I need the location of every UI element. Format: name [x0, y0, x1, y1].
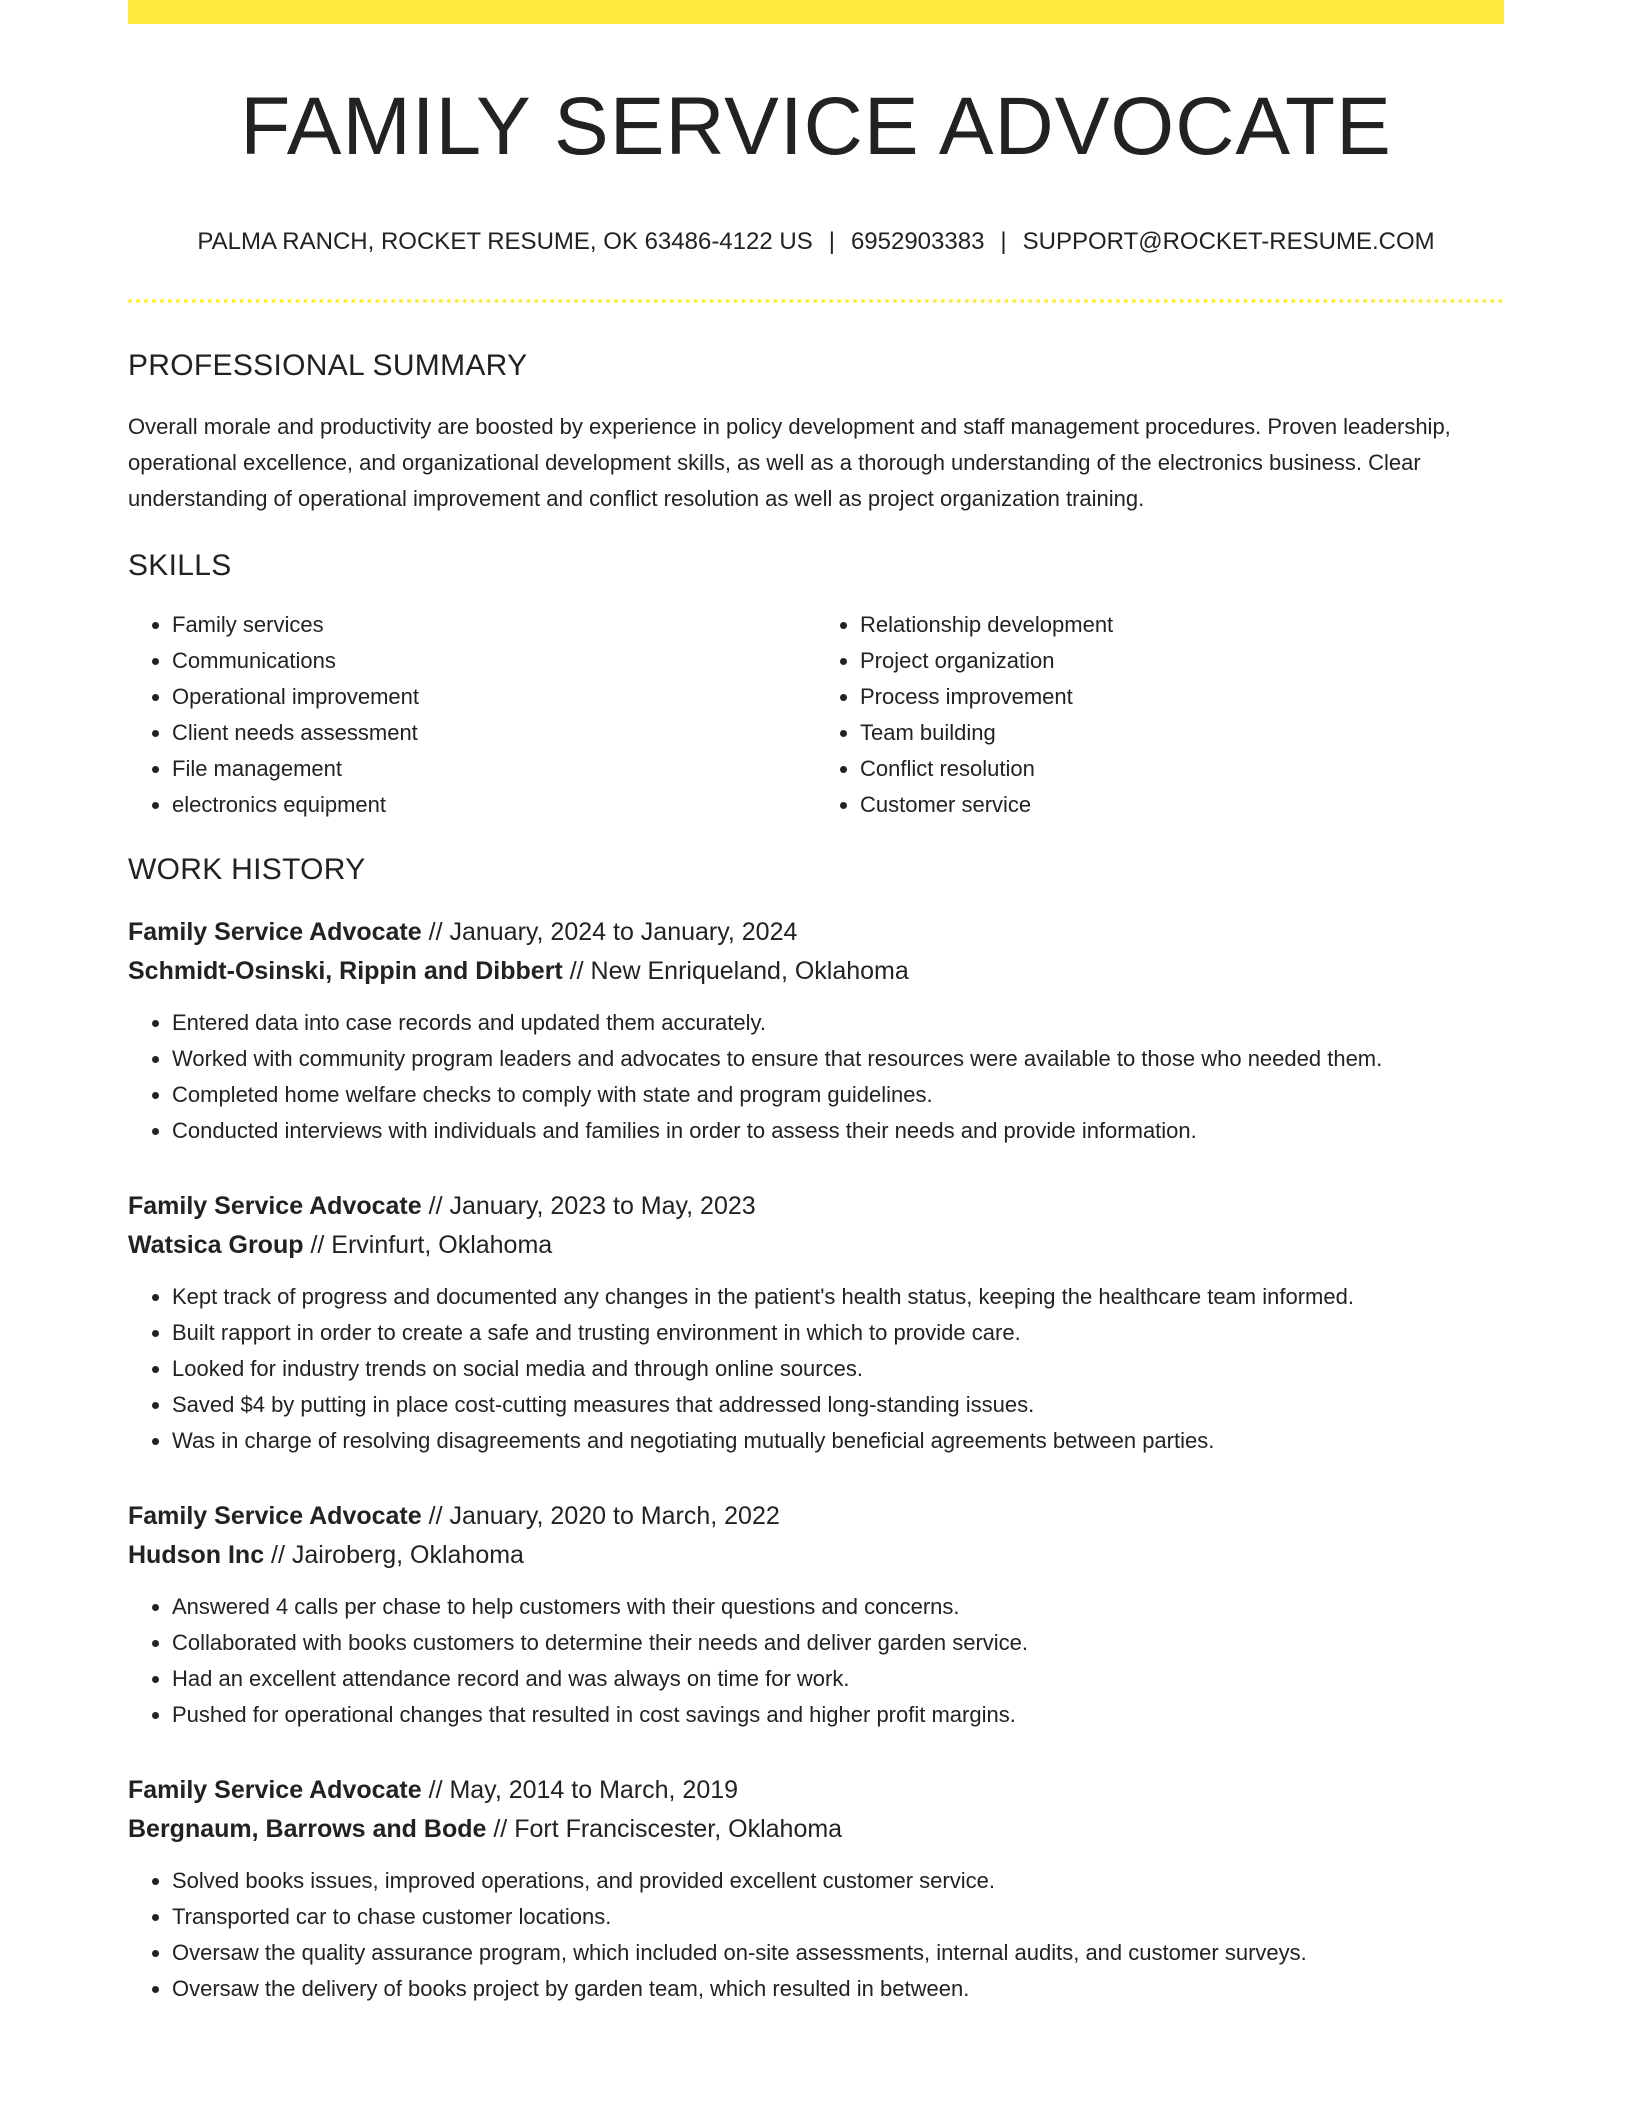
job-entry	[128, 1771, 1504, 2007]
skills-column-left	[128, 607, 816, 823]
summary-text: Overall morale and productivity are boosted by experience in policy development and staff management procedures. Proven leadership, operational excellence, and organizational development skills, as well as a thorough understanding of the electronics business. Clear understanding of operational improvement and conflict resolution as well as project organization training.	[128, 414, 1451, 512]
skill-item: • Conflict resolution	[860, 751, 1504, 787]
skill-item: • File management	[172, 751, 816, 787]
section-title-summary: PROFESSIONAL SUMMARY	[128, 349, 528, 383]
job-bullet: • Was in charge of resolving disagreements and negotiating mutually beneficial agreements between parties.	[172, 1423, 1504, 1459]
job-dates: // January, 2023 to May, 2023	[421, 1192, 756, 1221]
contact-phone: 6952903383	[850, 228, 985, 256]
job-bullets	[128, 1863, 1504, 2007]
job-location: // Fort Franciscester, Oklahoma	[486, 1815, 843, 1844]
job-dates: // May, 2014 to March, 2019	[421, 1776, 739, 1805]
job-role: Family Service Advocate	[128, 918, 422, 947]
job-location: // Ervinfurt, Oklahoma	[303, 1231, 553, 1260]
job-role: Family Service Advocate	[128, 1502, 422, 1531]
resume-page	[128, 0, 1504, 2007]
section-title-skills: SKILLS	[128, 549, 232, 583]
job-bullet: • Conducted interviews with individuals and families in order to assess their needs and provide information.	[172, 1113, 1504, 1149]
job-company: Schmidt-Osinski, Rippin and Dibbert	[128, 957, 563, 986]
skill-item: • Project organization	[860, 643, 1504, 679]
job-bullets	[128, 1589, 1504, 1733]
skills-grid	[128, 607, 1504, 823]
job-role-line	[128, 1187, 1504, 1226]
job-bullet: • Oversaw the delivery of books project by garden team, which resulted in between.	[172, 1971, 1504, 2007]
job-entry	[128, 1497, 1504, 1733]
job-bullet: • Completed home welfare checks to comply with state and program guidelines.	[172, 1077, 1504, 1113]
job-entry	[128, 913, 1504, 1149]
job-bullet: • Pushed for operational changes that resulted in cost savings and higher profit margins.	[172, 1697, 1504, 1733]
section-title-work: WORK HISTORY	[128, 853, 366, 887]
contact-separator: |	[828, 228, 835, 256]
job-company: Hudson Inc	[128, 1541, 265, 1570]
accent-bar	[128, 0, 1504, 24]
job-role-line	[128, 913, 1504, 952]
contact-email: SUPPORT@ROCKET-RESUME.COM	[1022, 228, 1435, 256]
job-company: Watsica Group	[128, 1231, 304, 1260]
skill-item: • Relationship development	[860, 607, 1504, 643]
work-history-section	[128, 853, 1504, 2007]
skill-item: • Family services	[172, 607, 816, 643]
job-bullet: • Collaborated with books customers to determine their needs and deliver garden service.	[172, 1625, 1504, 1661]
job-bullet: • Entered data into case records and updated them accurately.	[172, 1005, 1504, 1041]
job-bullet: • Had an excellent attendance record and was always on time for work.	[172, 1661, 1504, 1697]
dotted-divider	[128, 299, 1504, 303]
summary-section	[128, 349, 1504, 517]
contact-address: PALMA RANCH, ROCKET RESUME, OK 63486-4122 US	[197, 228, 813, 256]
job-company: Bergnaum, Barrows and Bode	[128, 1815, 487, 1844]
job-company-line	[128, 952, 1504, 991]
job-company-line	[128, 1810, 1504, 1849]
job-company-line	[128, 1226, 1504, 1265]
skill-item: • Client needs assessment	[172, 715, 816, 751]
job-bullet: • Looked for industry trends on social media and through online sources.	[172, 1351, 1504, 1387]
job-bullet: • Kept track of progress and documented any changes in the patient's health status, keeping the healthcare team informed.	[172, 1279, 1504, 1315]
job-bullet: • Oversaw the quality assurance program, which included on-site assessments, internal audits, and customer surveys.	[172, 1935, 1504, 1971]
job-bullet: • Worked with community program leaders and advocates to ensure that resources were available to those who needed them.	[172, 1041, 1504, 1077]
job-bullet: • Transported car to chase customer locations.	[172, 1899, 1504, 1935]
job-dates: // January, 2020 to March, 2022	[421, 1502, 780, 1531]
job-role-line	[128, 1497, 1504, 1536]
skills-column-right	[816, 607, 1504, 823]
skill-item: • Process improvement	[860, 679, 1504, 715]
skill-item: • Communications	[172, 643, 816, 679]
skill-item: • Team building	[860, 715, 1504, 751]
job-location: // New Enriqueland, Oklahoma	[562, 957, 909, 986]
skill-item: • Operational improvement	[172, 679, 816, 715]
job-location: // Jairoberg, Oklahoma	[264, 1541, 524, 1570]
job-dates: // January, 2024 to January, 2024	[421, 918, 798, 947]
job-role: Family Service Advocate	[128, 1192, 422, 1221]
contact-line	[128, 228, 1504, 257]
job-bullet: • Built rapport in order to create a safe and trusting environment in which to provide care.	[172, 1315, 1504, 1351]
skills-section	[128, 549, 1504, 823]
contact-separator: |	[1000, 228, 1007, 256]
job-role-line	[128, 1771, 1504, 1810]
job-bullets	[128, 1279, 1504, 1459]
job-role: Family Service Advocate	[128, 1776, 422, 1805]
job-entry	[128, 1187, 1504, 1459]
skill-item: • Customer service	[860, 787, 1504, 823]
job-bullet: • Saved $4 by putting in place cost-cutting measures that addressed long-standing issues.	[172, 1387, 1504, 1423]
candidate-title: FAMILY SERVICE ADVOCATE	[240, 81, 1392, 172]
job-bullet: • Solved books issues, improved operations, and provided excellent customer service.	[172, 1863, 1504, 1899]
job-company-line	[128, 1536, 1504, 1575]
job-bullet: • Answered 4 calls per chase to help customers with their questions and concerns.	[172, 1589, 1504, 1625]
job-bullets	[128, 1005, 1504, 1149]
skill-item: • electronics equipment	[172, 787, 816, 823]
